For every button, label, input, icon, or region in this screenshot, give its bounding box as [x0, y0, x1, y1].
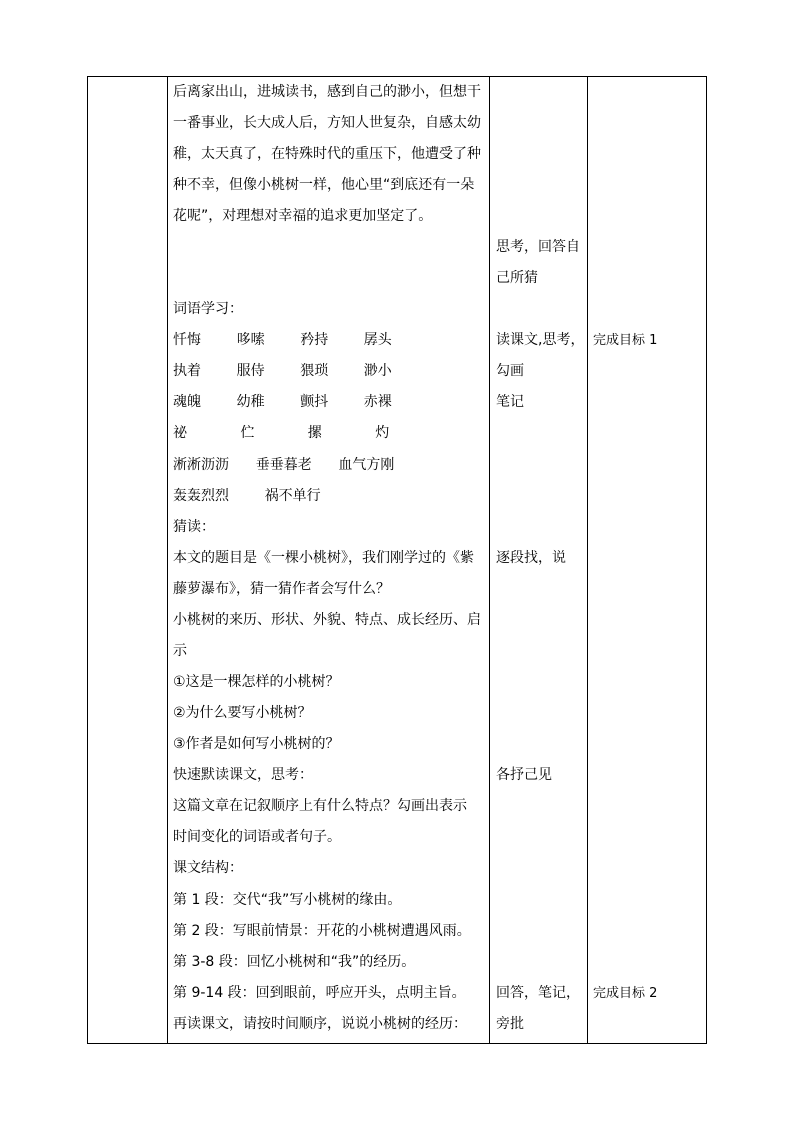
table-bottom-border [87, 1043, 707, 1044]
table-col-border [587, 76, 588, 1044]
activity-line: 回答，笔记， [496, 985, 580, 1001]
vocab-row: 执着 服侍 猥琐 渺小 [173, 363, 392, 379]
goal-label: 完成目标 2 [593, 986, 658, 1001]
activity-line: 笔记 [496, 394, 524, 410]
vocab-row: 魂魄 幼稚 颤抖 赤裸 [173, 394, 392, 410]
section-heading: 猜读： [173, 519, 215, 535]
content-line: 示 [173, 643, 187, 659]
section-heading: 词语学习： [173, 301, 243, 317]
content-line: 种不幸，但像小桃树一样，他心里“到底还有一朵 [173, 177, 475, 193]
structure-item: 第 9-14 段：回到眼前，呼应开头，点明主旨。 [173, 985, 466, 1001]
content-line: 小桃树的来历、形状、外貌、特点、成长经历、启 [173, 612, 481, 628]
question-item: ①这是一棵怎样的小桃树？ [173, 674, 340, 690]
vocab-row: 祕 伫 摞 灼 [173, 425, 390, 441]
activity-line: 勾画 [496, 363, 524, 379]
goal-label: 完成目标 1 [593, 333, 658, 348]
activity-line: 旁批 [496, 1016, 524, 1032]
content-line: 花呢”，对理想对幸福的追求更加坚定了。 [173, 208, 433, 224]
table-top-border [87, 76, 707, 77]
activity-line: 己所猜 [496, 270, 538, 286]
activity-line: 思考，回答自 [496, 239, 580, 255]
section-heading: 快速默读课文，思考： [173, 767, 313, 783]
structure-item: 第 1 段：交代“我”写小桃树的缘由。 [173, 892, 402, 908]
content-line: 一番事业，长大成人后，方知人世复杂，自感太幼 [173, 115, 481, 131]
activity-line: 逐段找，说 [496, 550, 566, 566]
question-item: ③作者是如何写小桃树的？ [173, 736, 340, 752]
structure-item: 第 2 段：写眼前情景：开花的小桃树遭遇风雨。 [173, 923, 471, 939]
vocab-row: 轰轰烈烈 祸不单行 [173, 488, 321, 504]
table-col-border [167, 76, 168, 1044]
table-col-border [87, 76, 88, 1044]
section-heading: 课文结构： [173, 860, 243, 876]
vocab-row: 淅淅沥沥 垂垂暮老 血气方刚 [173, 457, 395, 473]
content-line: 本文的题目是《一棵小桃树》，我们刚学过的《紫 [173, 550, 474, 566]
activity-line: 各抒己见 [496, 767, 552, 783]
content-line: 时间变化的词语或者句子。 [173, 829, 341, 845]
question-item: ②为什么要写小桃树？ [173, 705, 312, 721]
content-line: 稚，太天真了，在特殊时代的重压下，他遭受了种 [173, 146, 481, 162]
content-line: 再读课文，请按时间顺序，说说小桃树的经历： [173, 1016, 467, 1032]
content-line: 这篇文章在记叙顺序上有什么特点？勾画出表示 [173, 798, 467, 814]
activity-line: 读课文,思考， [496, 332, 585, 348]
table-col-border [489, 76, 490, 1044]
content-line: 后离家出山，进城读书，感到自己的渺小，但想干 [173, 84, 481, 100]
table-col-border [706, 76, 707, 1044]
lesson-table [87, 76, 707, 1044]
content-line: 藤萝瀑布》，猜一猜作者会写什么？ [173, 581, 390, 597]
structure-item: 第 3-8 段：回忆小桃树和“我”的经历。 [173, 954, 416, 970]
vocab-row: 忏悔 哆嗦 矜持 孱头 [173, 332, 392, 348]
